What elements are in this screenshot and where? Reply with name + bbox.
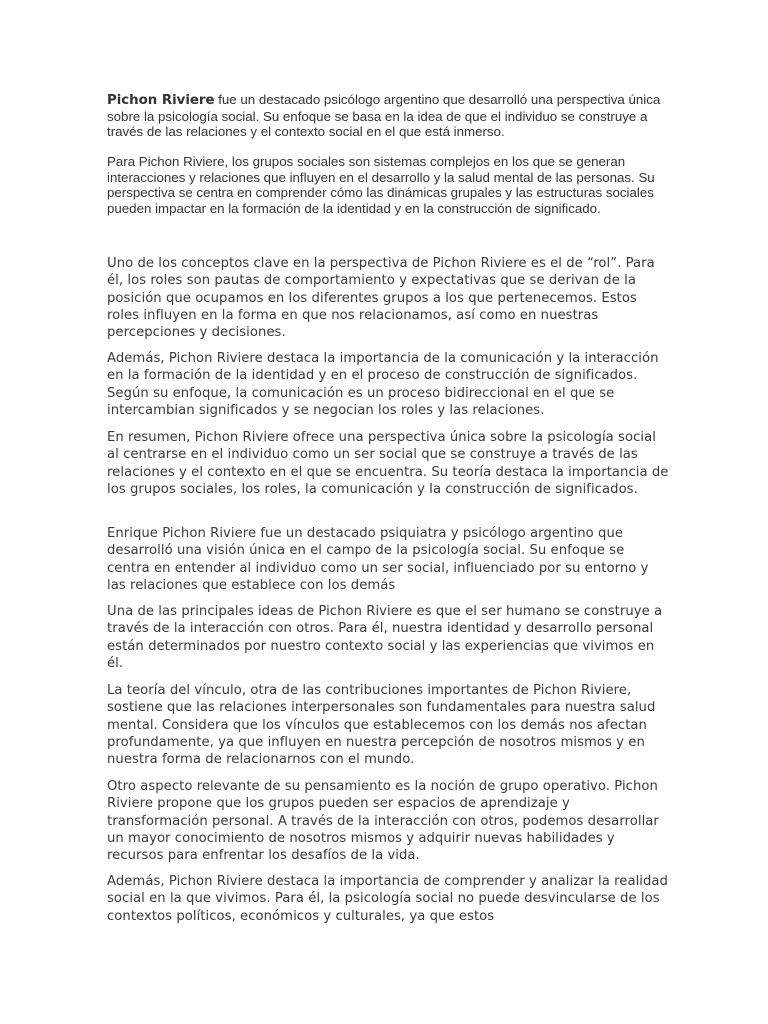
paragraph-groups: Para Pichon Riviere, los grupos sociales son sistemas complejos en los que se generan interacciones y relaciones que influyen en el desarrollo y la salud mental de las personas. Su perspectiva se centra en comprender cómo las dinámicas grupales y las estructuras sociales pueden impactar en la formación de la identidad y en la construcción de significado.	[107, 154, 655, 216]
author-name: Pichon Riviere	[107, 93, 215, 108]
intro-text: fue un destacado psicólogo argentino que desarrolló una perspectiva única sobre la psicología social. Su enfoque se basa en la idea de que el individuo se construye a través de las relaciones y el contexto social en el que está inmerso.	[107, 92, 661, 139]
paragraph-bond-theory: La teoría del vínculo, otra de las contribuciones importantes de Pichon Riviere, sostiene que las relaciones interpersonales son fundamentales para nuestra salud mental. Considera que los vínculos que establecemos con los demás nos afectan profundamente, ya que influyen en nuestra percepción de nosotros mismos y en nuestra forma de relacionarnos con el mundo.	[107, 683, 656, 768]
paragraph-summary: En resumen, Pichon Riviere ofrece una perspectiva única sobre la psicología social al centrarse en el individuo como un ser social que se construye a través de las relaciones y el contexto en el que se encuentra. Su teoría destaca la importancia de los grupos sociales, los roles, la comunicación y la construcción de significados.	[107, 430, 669, 498]
paragraph-social-reality: Además, Pichon Riviere destaca la importancia de comprender y analizar la realidad social en la que vivimos. Para él, la psicología social no puede desvincularse de los contextos políticos, económicos y culturales, ya que estos	[107, 874, 668, 924]
paragraph-interaction: Una de las principales ideas de Pichon Riviere es que el ser humano se construye a través de la interacción con otros. Para él, nuestra identidad y desarrollo personal están determinados por nuestro contexto social y las experiencias que vivimos en él.	[107, 604, 663, 672]
intro-paragraph	[107, 92, 667, 140]
paragraph-operative-group: Otro aspecto relevante de su pensamiento es la noción de grupo operativo. Pichon Riviere propone que los grupos pueden ser espacios de aprendizaje y transformación personal. A través de la interacción con otros, podemos desarrollar un mayor conocimiento de nosotros mismos y adquirir nuevas habilidades y recursos para enfrentar los desafíos de la vida.	[107, 779, 659, 864]
paragraph-communication: Además, Pichon Riviere destaca la importancia de la comunicación y la interacción en la formación de la identidad y en el proceso de construcción de significados. Según su enfoque, la comunicación es un proceso bidireccional en el que se intercambian significados y se negocian los roles y las relaciones.	[107, 351, 659, 419]
paragraph-enrique: Enrique Pichon Riviere fue un destacado psiquiatra y psicólogo argentino que desarrolló una visión única en el campo de la psicología social. Su enfoque se centra en entender al individuo como un ser social, influenciado por su entorno y las relaciones que establece con los demás	[107, 526, 649, 594]
paragraph-roles: Uno de los conceptos clave en la perspectiva de Pichon Riviere es el de “rol”. Para él, los roles son pautas de comportamiento y expectativas que se derivan de la posición que ocupamos en los diferentes grupos a los que pertenecemos. Estos roles influyen en la forma en que nos relacionamos, así como en nuestras percepciones y decisiones.	[107, 256, 655, 341]
